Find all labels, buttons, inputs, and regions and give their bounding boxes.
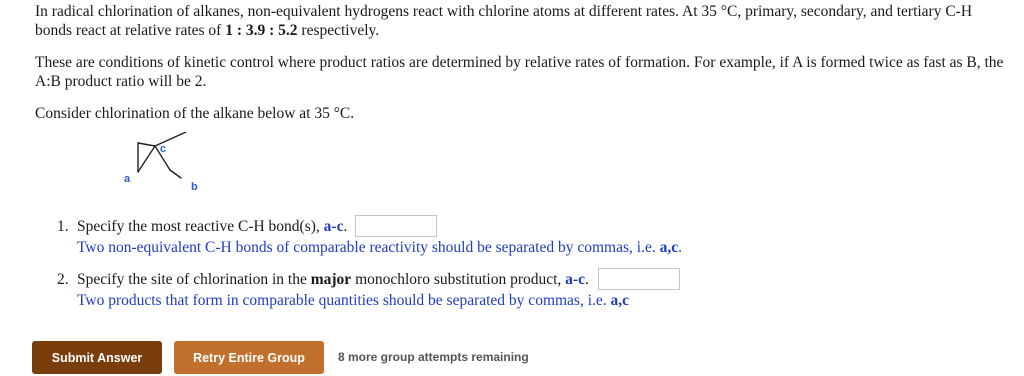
question-punct: . bbox=[343, 218, 348, 235]
question-text-end: monochloro substitution product, bbox=[351, 271, 566, 288]
intro-text-end: respectively. bbox=[297, 22, 380, 39]
retry-group-button[interactable]: Retry Entire Group bbox=[174, 341, 324, 374]
attempts-remaining: 8 more group attempts remaining bbox=[338, 350, 529, 364]
label-c: c bbox=[160, 143, 167, 155]
answer-input-1[interactable] bbox=[355, 215, 437, 237]
question-emphasis: major bbox=[310, 271, 352, 288]
bond bbox=[138, 146, 155, 172]
question-number: 2. bbox=[57, 271, 69, 288]
question-hint bbox=[77, 238, 682, 257]
intro-paragraph-1 bbox=[35, 2, 1005, 40]
question-1 bbox=[57, 217, 682, 256]
range-label: a-c bbox=[323, 218, 344, 235]
question-punct: . bbox=[584, 271, 589, 288]
question-hint bbox=[77, 291, 629, 310]
question-2 bbox=[57, 270, 630, 309]
question-number: 1. bbox=[57, 218, 69, 235]
intro-text: In radical chlorination of alkanes, non-equivalent hydrogens react with chlorine atoms at different rates. At 35 °C, primary, secondary, and tertiary C-H bonds react at relative rates of bbox=[35, 3, 973, 39]
submit-answer-button[interactable]: Submit Answer bbox=[32, 341, 162, 374]
hint-text: Two non-equivalent C-H bonds of comparable reactivity should be separated by commas, i.e. bbox=[77, 239, 660, 256]
bond bbox=[170, 170, 181, 178]
hint-text: Two products that form in comparable quantities should be separated by commas, i.e. bbox=[77, 292, 611, 309]
hint-example: a,c bbox=[659, 239, 679, 256]
hint-example: a,c bbox=[610, 292, 630, 309]
question-text: Specify the site of chlorination in the bbox=[77, 271, 311, 288]
intro-paragraph-3: Consider chlorination of the alkane below at 35 °C. bbox=[35, 105, 355, 122]
intro-paragraph-2: These are conditions of kinetic control where product ratios are determined by relative rates of formation. For example, if A is formed twice as fast as B, the A:B product ratio will be 2. bbox=[35, 54, 1004, 90]
alkane-structure bbox=[118, 132, 218, 196]
answer-input-2[interactable] bbox=[598, 268, 680, 290]
bond bbox=[138, 143, 155, 146]
relative-rates: 1 : 3.9 : 5.2 bbox=[225, 22, 298, 39]
label-a: a bbox=[124, 173, 131, 185]
question-text: Specify the most reactive C-H bond(s), bbox=[77, 218, 324, 235]
hint-end: . bbox=[678, 239, 682, 256]
label-b: b bbox=[191, 181, 198, 193]
range-label: a-c bbox=[565, 271, 585, 288]
